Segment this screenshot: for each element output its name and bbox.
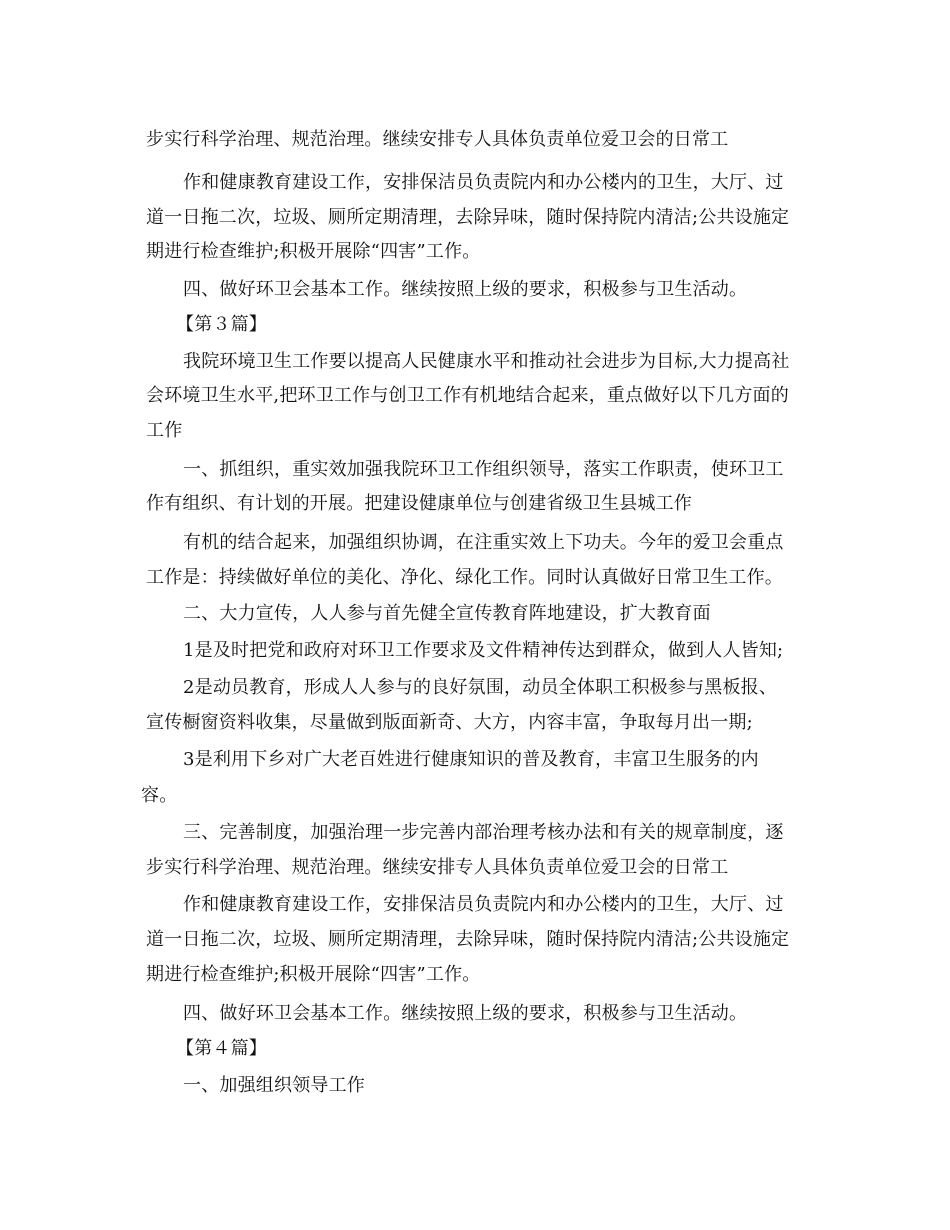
text-line: 宣传橱窗资料收集，尽量做到版面新奇、大方，内容丰富，争取每月出一期; [146, 712, 753, 733]
text-line: 我院环境卫生工作要以提高人民健康水平和推动社会进步为目标,大力提高社 [183, 351, 790, 372]
text-line: 期进行检查维护;积极开展除“四害”工作。 [146, 964, 481, 985]
text-line: 道一日拖二次，垃圾、厕所定期清理，去除异味，随时保持院内清洁;公共设施定 [146, 207, 790, 228]
text-line: 有机的结合起来，加强组织协调，在注重实效上下功夫。今年的爱卫会重点 [183, 532, 784, 553]
text-line: 1是及时把党和政府对环卫工作要求及文件精神传达到群众，做到人人皆知; [183, 640, 784, 661]
text-line: 期进行检查维护;积极开展除“四害”工作。 [146, 241, 481, 262]
text-line: 四、做好环卫会基本工作。继续按照上级的要求，积极参与卫生活动。 [183, 1003, 748, 1024]
text-line: 作和健康教育建设工作，安排保洁员负责院内和办公楼内的卫生，大厅、过 [183, 894, 784, 915]
text-line: 工作 [146, 420, 183, 441]
text-line: 3是利用下乡对广大老百姓进行健康知识的普及教育，丰富卫生服务的内 [183, 749, 759, 770]
section-heading: 【第３篇】 [176, 314, 267, 335]
text-line: 会环境卫生水平,把环卫工作与创卫工作有机地结合起来，重点做好以下几方面的 [146, 385, 789, 406]
text-line: 工作是：持续做好单位的美化、净化、绿化工作。同时认真做好日常卫生工作。 [146, 567, 783, 588]
text-line: 容。 [141, 785, 178, 806]
text-line: 道一日拖二次，垃圾、厕所定期清理，去除异味，随时保持院内清洁;公共设施定 [146, 929, 790, 950]
text-line: 步实行科学治理、规范治理。继续安排专人具体负责单位爱卫会的日常工 [146, 129, 729, 150]
text-line: 四、做好环卫会基本工作。继续按照上级的要求，积极参与卫生活动。 [183, 279, 748, 300]
text-line: 二、大力宣传，人人参与首先健全宣传教育阵地建设，扩大教育面 [183, 603, 711, 624]
text-line: 一、抓组织，重实效加强我院环卫工作组织领导，落实工作职责，使环卫工 [183, 459, 784, 480]
text-line: 2是动员教育，形成人人参与的良好氛围，动员全体职工积极参与黑板报、 [183, 677, 778, 698]
text-line: 一、加强组织领导工作 [183, 1075, 365, 1096]
section-heading: 【第４篇】 [176, 1038, 267, 1059]
text-line: 三、完善制度，加强治理一步完善内部治理考核办法和有关的规章制度，逐 [183, 822, 784, 843]
text-line: 作和健康教育建设工作，安排保洁员负责院内和办公楼内的卫生，大厅、过 [183, 172, 784, 193]
text-line: 步实行科学治理、规范治理。继续安排专人具体负责单位爱卫会的日常工 [146, 857, 729, 878]
text-line: 作有组织、有计划的开展。把建设健康单位与创建省级卫生县城工作 [146, 493, 692, 514]
